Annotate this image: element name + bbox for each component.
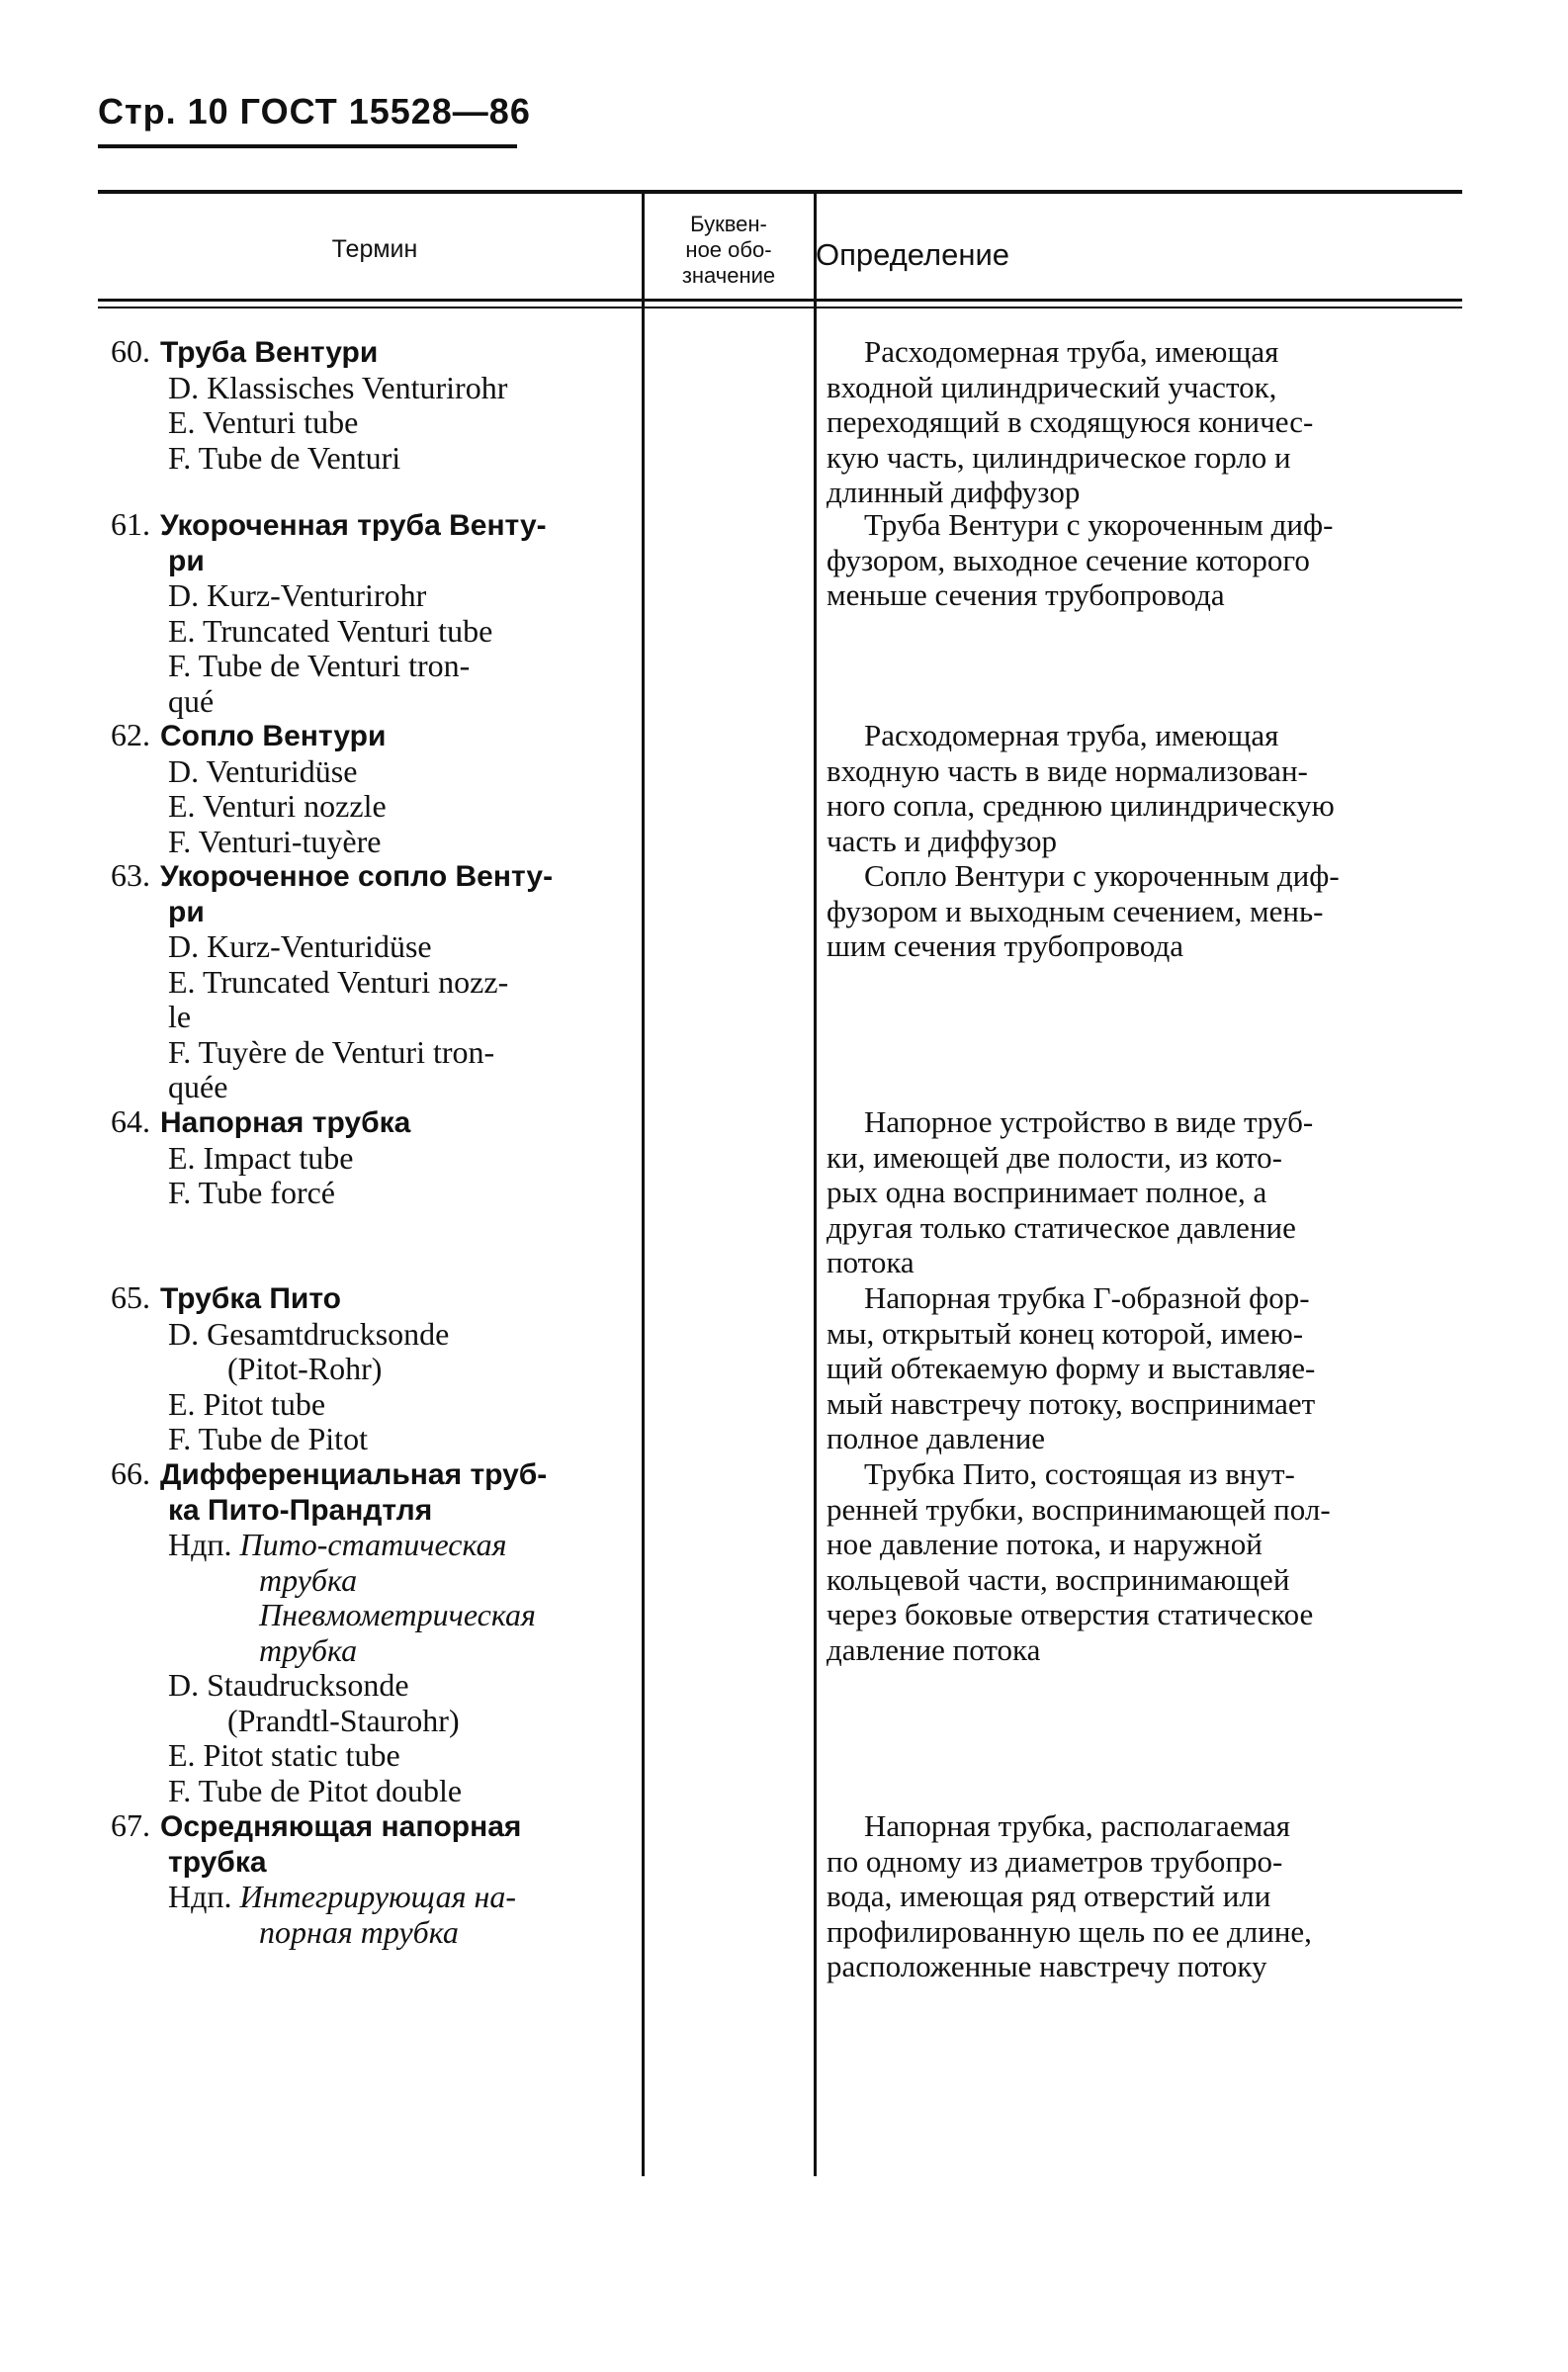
foreign-equivalent: (Prandtl-Staurohr)	[227, 1702, 460, 1738]
definition-line: давление потока	[827, 1631, 1041, 1667]
definition-line: фузором, выходное сечение которого	[827, 542, 1310, 577]
definition-line: шим сечения трубопровода	[827, 928, 1184, 963]
non-recommended-synonym: Пито-статическая	[239, 1527, 507, 1562]
term-name: Напорная трубка	[160, 1106, 411, 1139]
term-entry-67	[111, 1808, 625, 1950]
foreign-equivalent: quée	[168, 1069, 228, 1104]
term-name-continuation: ка Пито-Прандтля	[168, 1493, 433, 1527]
foreign-equivalent: (Pitot-Rohr)	[227, 1351, 383, 1386]
term-entry-60	[111, 334, 625, 476]
synonym-label: Ндп.	[168, 1879, 232, 1914]
term-entry-65	[111, 1280, 625, 1457]
definition-62	[827, 718, 1459, 858]
term-name: Сопло Вентури	[160, 720, 387, 752]
foreign-equivalent: E. Venturi nozzle	[168, 788, 387, 824]
foreign-equivalent: E. Pitot tube	[168, 1385, 326, 1422]
definition-line: Расходомерная труба, имеющая	[864, 718, 1279, 752]
definition-line: профилированную щель по ее длине,	[827, 1913, 1312, 1949]
term-name: Дифференциальная труб-	[160, 1458, 548, 1491]
definition-line: мый навстречу потоку, воспринимает	[827, 1385, 1316, 1421]
foreign-equivalent: F. Tube de Venturi	[168, 439, 401, 476]
definition-line: ное давление потока, и наружной	[827, 1527, 1263, 1561]
column-header-letter-line: значение	[681, 263, 776, 288]
definition-line: переходящий в сходящуюся коничес-	[827, 404, 1314, 439]
column-header-definition: Определение	[816, 237, 1010, 272]
definition-line: Напорная трубка, располагаемая	[864, 1808, 1291, 1843]
foreign-equivalent: F. Tube de Pitot	[168, 1421, 368, 1456]
non-recommended-synonym: Интегрирующая на-	[239, 1879, 516, 1914]
definition-line: через боковые отверстия статическое	[827, 1597, 1314, 1631]
entry-number: 67.	[111, 1807, 150, 1843]
term-entry-63	[111, 858, 625, 1105]
foreign-equivalent: F. Tube de Pitot double	[168, 1772, 463, 1808]
column-header-letter-line: ное обо-	[685, 237, 772, 262]
definition-line: Труба Вентури с укороченным диф-	[864, 507, 1334, 542]
definition-line: меньше сечения трубопровода	[827, 577, 1225, 612]
definition-line: входную часть в виде нормализован-	[827, 752, 1308, 788]
definition-60	[827, 334, 1459, 510]
term-name: Укороченное сопло Венту-	[160, 860, 554, 893]
foreign-equivalent: D. Gesamtdrucksonde	[168, 1315, 450, 1352]
definition-line: часть и диффузор	[827, 823, 1058, 858]
non-recommended-synonym: трубка	[259, 1631, 358, 1668]
term-entry-64	[111, 1104, 625, 1211]
foreign-equivalent: E. Venturi tube	[168, 404, 359, 440]
definition-line: потока	[827, 1245, 915, 1279]
foreign-equivalent: D. Klassisches Venturirohr	[168, 369, 508, 405]
column-divider-1	[642, 194, 645, 2176]
entry-number: 61.	[111, 506, 150, 542]
entry-number: 60.	[111, 333, 150, 369]
entry-number: 65.	[111, 1279, 150, 1315]
foreign-equivalent: E. Truncated Venturi tube	[168, 612, 493, 649]
entry-number: 63.	[111, 857, 150, 893]
definition-line: Напорное устройство в виде труб-	[864, 1104, 1314, 1139]
synonym-label: Ндп.	[168, 1527, 232, 1562]
non-recommended-synonym: порная трубка	[259, 1913, 459, 1950]
definition-line: кую часть, цилиндрическое горло и	[827, 439, 1291, 475]
column-header-term: Термин	[331, 235, 418, 263]
definition-line: рых одна воспринимает полное, а	[827, 1175, 1267, 1209]
definition-line: мы, открытый конец которой, имею-	[827, 1315, 1304, 1351]
term-name: Укороченная труба Венту-	[160, 509, 547, 542]
definition-line: длинный диффузор	[827, 475, 1081, 509]
foreign-equivalent: D. Staudrucksonde	[168, 1667, 409, 1703]
definition-line: Трубка Пито, состоящая из внут-	[864, 1456, 1295, 1491]
foreign-equivalent: E. Pitot static tube	[168, 1737, 400, 1773]
foreign-equivalent: E. Truncated Venturi nozz-	[168, 963, 509, 1000]
entry-number: 62.	[111, 717, 150, 752]
page-header: Стр. 10 ГОСТ 15528—86	[98, 91, 531, 132]
foreign-equivalent: F. Tube forcé	[168, 1175, 335, 1210]
term-name-continuation: трубка	[168, 1845, 267, 1879]
term-entry-66	[111, 1456, 625, 1808]
term-name: Трубка Пито	[160, 1282, 341, 1315]
definition-line: по одному из диаметров трубопро-	[827, 1843, 1283, 1879]
term-name-continuation: ри	[168, 895, 205, 928]
definition-line: другая только статическое давление	[827, 1209, 1296, 1245]
foreign-equivalent: F. Tuyère de Venturi tron-	[168, 1033, 495, 1070]
foreign-equivalent: D. Kurz-Venturirohr	[168, 577, 427, 613]
table-header-rule	[98, 299, 1462, 302]
non-recommended-synonym: Пневмометрическая	[259, 1597, 536, 1632]
table-header-rule-2	[98, 307, 1462, 308]
definition-line: ного сопла, среднюю цилиндрическую	[827, 788, 1335, 823]
definition-line: Напорная трубка Г-образной фор-	[864, 1280, 1310, 1315]
definition-line: Сопло Вентури с укороченным диф-	[864, 858, 1340, 893]
column-header-letter	[644, 212, 814, 289]
term-entry-62	[111, 718, 625, 859]
definition-line: ки, имеющей две полости, из кото-	[827, 1139, 1282, 1175]
foreign-equivalent: D. Kurz-Venturidüse	[168, 928, 432, 964]
definition-line: расположенные навстречу потоку	[827, 1949, 1267, 1983]
entry-number: 66.	[111, 1455, 150, 1491]
definition-65	[827, 1280, 1459, 1456]
definition-64	[827, 1104, 1459, 1280]
term-name: Осредняющая напорная	[160, 1810, 522, 1843]
definition-line: щий обтекаемую форму и выставляе-	[827, 1351, 1316, 1385]
definition-63	[827, 858, 1459, 964]
entry-number: 64.	[111, 1103, 150, 1139]
foreign-equivalent: le	[168, 999, 192, 1034]
foreign-equivalent: F. Tube de Venturi tron-	[168, 648, 471, 683]
table-top-rule	[98, 190, 1462, 194]
definition-line: ренней трубки, воспринимающей пол-	[827, 1491, 1331, 1527]
definition-line: кольцевой части, воспринимающей	[827, 1561, 1290, 1597]
term-name-continuation: ри	[168, 544, 205, 577]
definition-line: Расходомерная труба, имеющая	[864, 334, 1279, 369]
definition-61	[827, 507, 1459, 613]
foreign-equivalent: F. Venturi-tuyère	[168, 823, 382, 859]
foreign-equivalent: D. Venturidüse	[168, 752, 358, 789]
foreign-equivalent: qué	[168, 682, 215, 719]
definition-line: вода, имеющая ряд отверстий или	[827, 1879, 1271, 1913]
non-recommended-synonym: трубка	[259, 1561, 358, 1598]
definition-line: фузором и выходным сечением, мень-	[827, 893, 1324, 928]
definition-line: входной цилиндрический участок,	[827, 369, 1277, 404]
column-header-letter-line: Буквен-	[690, 212, 767, 236]
definition-66	[827, 1456, 1459, 1667]
term-name: Труба Вентури	[160, 336, 379, 369]
foreign-equivalent: E. Impact tube	[168, 1139, 354, 1176]
column-divider-2	[814, 194, 817, 2176]
definition-67	[827, 1808, 1459, 1984]
header-rule	[98, 144, 517, 148]
definition-line: полное давление	[827, 1421, 1046, 1455]
term-entry-61	[111, 507, 625, 719]
